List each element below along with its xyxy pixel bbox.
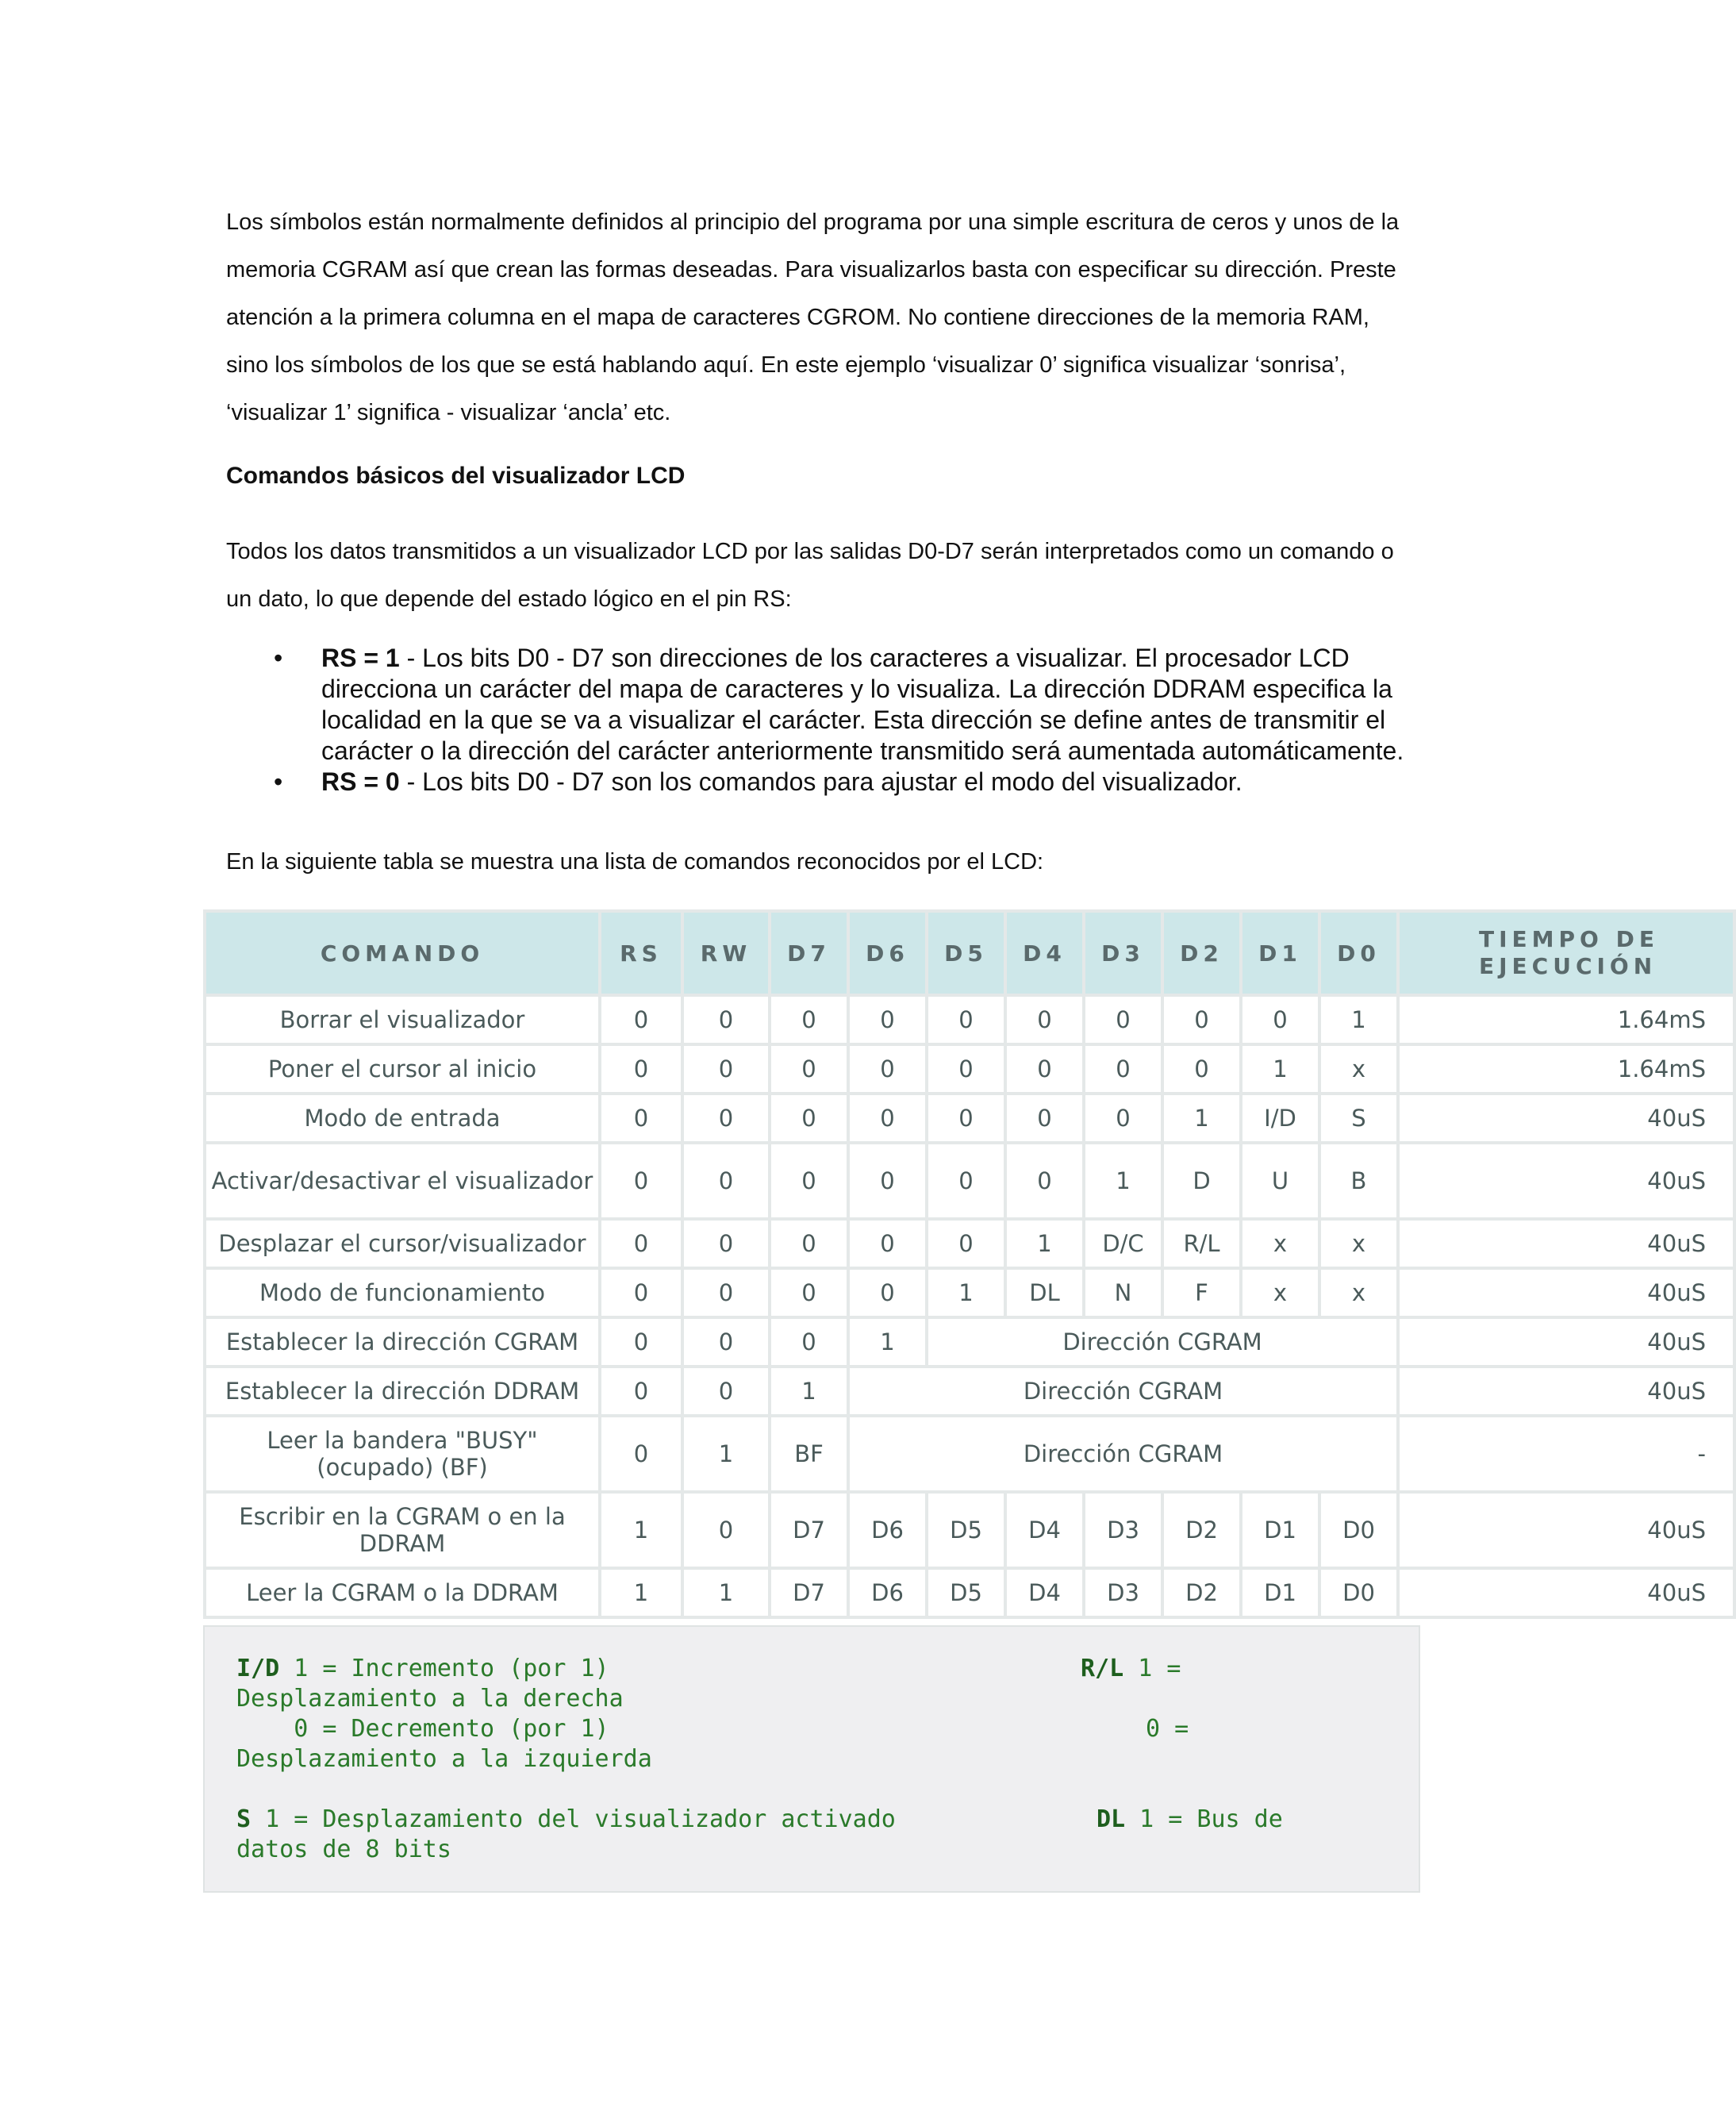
- cell-addr: Dirección CGRAM: [928, 1319, 1396, 1365]
- header-cell: D6: [850, 913, 925, 994]
- header-cell: D7: [771, 913, 847, 994]
- cell-d7: 1: [771, 1368, 847, 1414]
- cell-d7: 0: [771, 1144, 847, 1217]
- cell-d0: D0: [1321, 1570, 1396, 1616]
- cell-d3: 0: [1085, 1046, 1161, 1092]
- cell-d1: 1: [1242, 1046, 1318, 1092]
- cell-addr: Dirección CGRAM: [850, 1417, 1396, 1490]
- header-cell: RW: [684, 913, 768, 994]
- table-row: [206, 1570, 1733, 1616]
- rs1-label: RS = 1: [321, 644, 400, 672]
- cell-d6: 0: [850, 1221, 925, 1267]
- note-label: R/L: [1081, 1655, 1124, 1682]
- cell-d5: 0: [928, 1046, 1004, 1092]
- header-cell: RS: [601, 913, 681, 994]
- cell-rs: 0: [601, 1221, 681, 1267]
- cell-rw: 0: [684, 1368, 768, 1414]
- note-line: [1081, 1654, 1181, 1684]
- cell-time: 40uS: [1400, 1144, 1733, 1217]
- cell-rw: 0: [684, 1144, 768, 1217]
- note-text: 1 = Bus de: [1125, 1805, 1283, 1833]
- notes-box: [203, 1625, 1420, 1893]
- cell-time: 40uS: [1400, 1368, 1733, 1414]
- cell-cmd: Leer la CGRAM o la DDRAM: [206, 1570, 598, 1616]
- cell-rs: 0: [601, 1095, 681, 1141]
- cell-d6: 0: [850, 997, 925, 1043]
- intro-paragraph: Los símbolos están normalmente definidos al principio del programa por una simple escritura de ceros y unos de la memoria CGRAM así que crean las formas deseadas. Para visualizarlos basta con especificar su dirección. Preste atención a la primera columna en el mapa de caracteres CGROM. No contiene direcciones de la memoria RAM, sino los símbolos de los que se está hablando aquí. En este ejemplo ‘visualizar 0’ significa visualizar ‘sonrisa’, ‘visualizar 1’ significa - visualizar ‘ancla’ etc.: [226, 210, 1400, 425]
- table-header-row: [206, 913, 1733, 994]
- cell-d5: 0: [928, 1095, 1004, 1141]
- cell-cmd: Poner el cursor al inicio: [206, 1046, 598, 1092]
- cell-cmd: Desplazar el cursor/visualizador: [206, 1221, 598, 1267]
- cell-rs: 1: [601, 1494, 681, 1567]
- cell-rs: 1: [601, 1570, 681, 1616]
- cell-d6: 1: [850, 1319, 925, 1365]
- cell-d0: D0: [1321, 1494, 1396, 1567]
- cell-rs: 0: [601, 1144, 681, 1217]
- cell-d2: 0: [1164, 997, 1239, 1043]
- cell-cmd: Modo de funcionamiento: [206, 1270, 598, 1316]
- header-cell: D4: [1007, 913, 1082, 994]
- cell-d1: D1: [1242, 1494, 1318, 1567]
- cell-d0: B: [1321, 1144, 1396, 1217]
- cell-d0: x: [1321, 1046, 1396, 1092]
- cell-cmd: Borrar el visualizador: [206, 997, 598, 1043]
- table-row: [206, 1095, 1733, 1141]
- cell-d6: D6: [850, 1494, 925, 1567]
- cell-d3: 0: [1085, 1095, 1161, 1141]
- rs-bullet-list: [226, 643, 1416, 798]
- list-item: [274, 767, 1416, 798]
- cell-d3: D3: [1085, 1494, 1161, 1567]
- cell-d5: D5: [928, 1494, 1004, 1567]
- note-line: 0 =: [1146, 1715, 1189, 1743]
- cell-rs: 0: [601, 997, 681, 1043]
- cell-d5: 0: [928, 997, 1004, 1043]
- cell-rs: 0: [601, 1417, 681, 1490]
- cell-d7: D7: [771, 1570, 847, 1616]
- cell-d0: x: [1321, 1270, 1396, 1316]
- cell-d4: D4: [1007, 1570, 1082, 1616]
- cell-d5: D5: [928, 1570, 1004, 1616]
- bullet-icon: •: [274, 644, 283, 672]
- note-line: 0 = Decremento (por 1): [236, 1715, 609, 1743]
- note-text: 1 = Desplazamiento del visualizador activado: [251, 1805, 896, 1833]
- note-text: 1 = Incremento (por 1): [279, 1655, 609, 1682]
- cell-d3: 1: [1085, 1144, 1161, 1217]
- note-text: 1 =: [1123, 1655, 1181, 1682]
- cell-d4: 0: [1007, 997, 1082, 1043]
- note-label: DL: [1097, 1805, 1126, 1833]
- cell-d6: 0: [850, 1144, 925, 1217]
- cell-rw: 0: [684, 1046, 768, 1092]
- cell-cmd: Activar/desactivar el visualizador: [206, 1144, 598, 1217]
- cell-d1: D1: [1242, 1570, 1318, 1616]
- note-line: datos de 8 bits: [236, 1836, 451, 1863]
- cell-d1: 0: [1242, 997, 1318, 1043]
- cell-rw: 0: [684, 1221, 768, 1267]
- cell-d0: S: [1321, 1095, 1396, 1141]
- cell-rw: 0: [684, 1095, 768, 1141]
- table-caption: En la siguiente tabla se muestra una lista de comandos reconocidos por el LCD:: [226, 849, 1044, 875]
- cell-d2: 1: [1164, 1095, 1239, 1141]
- cell-d7: 0: [771, 997, 847, 1043]
- cell-time: 40uS: [1400, 1270, 1733, 1316]
- cell-d3: N: [1085, 1270, 1161, 1316]
- cell-time: 40uS: [1400, 1494, 1733, 1567]
- header-time-line1: TIEMPO DE: [1479, 926, 1659, 952]
- header-cell: COMANDO: [206, 913, 598, 994]
- cell-d4: DL: [1007, 1270, 1082, 1316]
- cell-d7: D7: [771, 1494, 847, 1567]
- cell-d2: D2: [1164, 1494, 1239, 1567]
- cell-d7: 0: [771, 1046, 847, 1092]
- cell-d5: 0: [928, 1144, 1004, 1217]
- cell-d4: D4: [1007, 1494, 1082, 1567]
- cell-rs: 0: [601, 1270, 681, 1316]
- header-cell: D3: [1085, 913, 1161, 994]
- cell-d0: 1: [1321, 997, 1396, 1043]
- cell-d4: 0: [1007, 1144, 1082, 1217]
- cell-d1: I/D: [1242, 1095, 1318, 1141]
- table-row: [206, 1494, 1733, 1567]
- cell-d1: U: [1242, 1144, 1318, 1217]
- cell-d5: 1: [928, 1270, 1004, 1316]
- note-label: I/D: [236, 1655, 280, 1682]
- cell-rw: 0: [684, 1270, 768, 1316]
- cell-rs: 0: [601, 1368, 681, 1414]
- cell-time: 40uS: [1400, 1319, 1733, 1365]
- cell-d1: x: [1242, 1270, 1318, 1316]
- header-cell-time: [1400, 913, 1733, 994]
- table-row: [206, 1221, 1733, 1267]
- section-heading: Comandos básicos del visualizador LCD: [226, 463, 686, 489]
- list-item: [274, 643, 1416, 767]
- cell-cmd: Escribir en la CGRAM o en la DDRAM: [206, 1494, 598, 1567]
- header-cell: D2: [1164, 913, 1239, 994]
- cell-time: 40uS: [1400, 1570, 1733, 1616]
- rs0-text: - Los bits D0 - D7 son los comandos para ajustar el modo del visualizador.: [399, 767, 1242, 796]
- bullet-icon: •: [274, 767, 283, 796]
- cell-cmd: Establecer la dirección CGRAM: [206, 1319, 598, 1365]
- cell-rw: 1: [684, 1417, 768, 1490]
- note-label: S: [236, 1805, 252, 1833]
- rs1-text: - Los bits D0 - D7 son direcciones de los caracteres a visualizar. El procesador LCD direcciona un carácter del mapa de caracteres y lo visualiza. La dirección DDRAM especifica la localidad en la que se va a visualizar el carácter. Esta dirección se define antes de transmitir el carácter o la dirección del carácter anteriormente transmitido será aumentada automáticamente.: [321, 644, 1404, 765]
- note-line: Desplazamiento a la izquierda: [236, 1745, 652, 1773]
- cell-time: -: [1400, 1417, 1733, 1490]
- cell-time: 1.64mS: [1400, 1046, 1733, 1092]
- cell-d7: BF: [771, 1417, 847, 1490]
- cell-d2: 0: [1164, 1046, 1239, 1092]
- rs-intro-paragraph: Todos los datos transmitidos a un visualizador LCD por las salidas D0-D7 serán interpretados como un comando o un dato, lo que depende del estado lógico en el pin RS:: [226, 539, 1394, 612]
- cell-time: 1.64mS: [1400, 997, 1733, 1043]
- cell-d3: 0: [1085, 997, 1161, 1043]
- cell-rs: 0: [601, 1319, 681, 1365]
- cell-rw: 0: [684, 997, 768, 1043]
- table-row: [206, 1046, 1733, 1092]
- cell-d7: 0: [771, 1095, 847, 1141]
- table-row: [206, 1319, 1733, 1365]
- note-line: Desplazamiento a la derecha: [236, 1685, 624, 1713]
- cell-rw: 0: [684, 1494, 768, 1567]
- cell-d6: 0: [850, 1095, 925, 1141]
- cell-d4: 0: [1007, 1046, 1082, 1092]
- header-cell: D5: [928, 913, 1004, 994]
- command-table-container: [203, 909, 1706, 1624]
- cell-rw: 0: [684, 1319, 768, 1365]
- cell-rw: 1: [684, 1570, 768, 1616]
- table-row: [206, 1144, 1733, 1217]
- header-cell: D0: [1321, 913, 1396, 994]
- cell-time: 40uS: [1400, 1095, 1733, 1141]
- cell-d4: 0: [1007, 1095, 1082, 1141]
- cell-d5: 0: [928, 1221, 1004, 1267]
- cell-d7: 0: [771, 1270, 847, 1316]
- cell-d2: F: [1164, 1270, 1239, 1316]
- cell-rs: 0: [601, 1046, 681, 1092]
- table-row: [206, 1417, 1733, 1490]
- cell-cmd: Modo de entrada: [206, 1095, 598, 1141]
- cell-cmd: Leer la bandera "BUSY"(ocupado) (BF): [206, 1417, 598, 1490]
- cell-d7: 0: [771, 1221, 847, 1267]
- cell-d2: R/L: [1164, 1221, 1239, 1267]
- cell-d2: D2: [1164, 1570, 1239, 1616]
- cell-d3: D/C: [1085, 1221, 1161, 1267]
- note-line: [236, 1805, 896, 1835]
- note-line: [1097, 1805, 1283, 1835]
- rs0-label: RS = 0: [321, 767, 400, 796]
- cell-addr: Dirección CGRAM: [850, 1368, 1396, 1414]
- cell-d6: D6: [850, 1570, 925, 1616]
- cell-time: 40uS: [1400, 1221, 1733, 1267]
- cell-d1: x: [1242, 1221, 1318, 1267]
- table-row: [206, 1368, 1733, 1414]
- cell-d6: 0: [850, 1046, 925, 1092]
- command-table: [203, 909, 1736, 1619]
- note-line: [236, 1654, 609, 1684]
- cell-d0: x: [1321, 1221, 1396, 1267]
- cell-d7: 0: [771, 1319, 847, 1365]
- cell-d3: D3: [1085, 1570, 1161, 1616]
- table-row: [206, 1270, 1733, 1316]
- cell-cmd: Establecer la dirección DDRAM: [206, 1368, 598, 1414]
- header-time-line2: EJECUCIÓN: [1479, 953, 1657, 979]
- header-cell: D1: [1242, 913, 1318, 994]
- cell-d2: D: [1164, 1144, 1239, 1217]
- table-row: [206, 997, 1733, 1043]
- cell-d6: 0: [850, 1270, 925, 1316]
- cell-d4: 1: [1007, 1221, 1082, 1267]
